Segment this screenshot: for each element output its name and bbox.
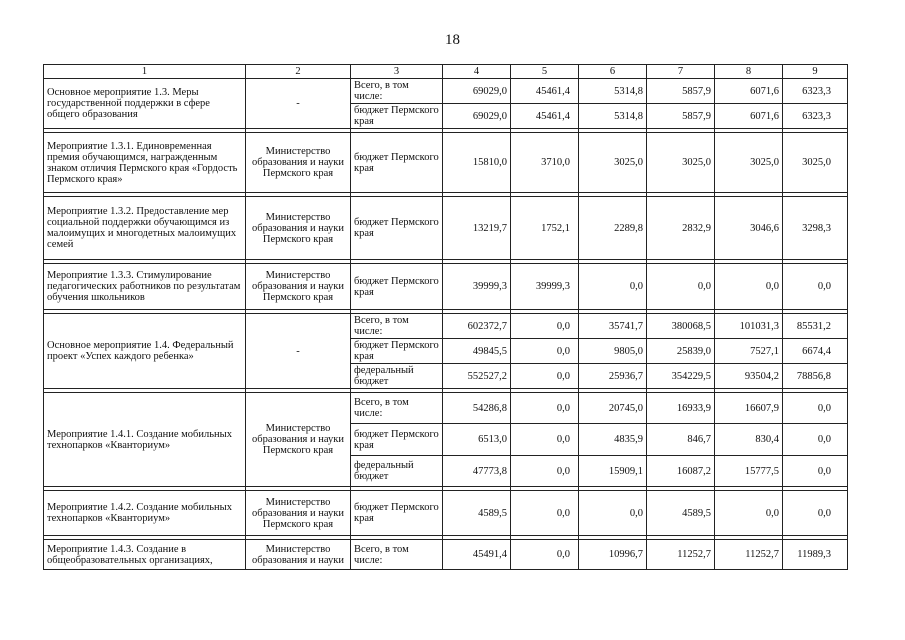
amount-cell: 0,0 [511,424,579,456]
amount-cell: 2832,9 [647,197,715,260]
amount-cell: 93504,2 [715,364,783,389]
amount-cell: 0,0 [647,264,715,310]
amount-cell: 0,0 [783,424,848,456]
column-header: 5 [511,65,579,79]
amount-cell: 85531,2 [783,314,848,339]
amount-cell: 16933,9 [647,393,715,424]
amount-cell: 0,0 [783,456,848,487]
table-body [44,65,848,570]
amount-cell: 0,0 [511,364,579,389]
amount-cell: 15909,1 [579,456,647,487]
amount-cell: 69029,0 [443,79,511,104]
amount-cell: 6513,0 [443,424,511,456]
funding-source: федеральный бюджет [351,456,443,487]
funding-source: бюджет Пермского края [351,491,443,536]
table-row [44,393,848,424]
activity-name: Мероприятие 1.4.3. Создание в общеобразовательных организациях, [44,540,246,570]
activity-name: Основное мероприятие 1.4. Федеральный проект «Успех каждого ребенка» [44,314,246,389]
amount-cell: 380068,5 [647,314,715,339]
amount-cell: 552527,2 [443,364,511,389]
activity-name: Мероприятие 1.3.3. Стимулирование педагогических работников по результатам обучения школьников [44,264,246,310]
amount-cell: 4589,5 [443,491,511,536]
amount-cell: 47773,8 [443,456,511,487]
amount-cell: 9805,0 [579,339,647,364]
amount-cell: 846,7 [647,424,715,456]
amount-cell: 0,0 [579,491,647,536]
page-number: 18 [445,32,460,48]
amount-cell: 5314,8 [579,104,647,129]
table-row [44,540,848,570]
funding-source: бюджет Пермского края [351,133,443,193]
funding-source: бюджет Пермского края [351,264,443,310]
amount-cell: 5857,9 [647,79,715,104]
amount-cell: 0,0 [511,456,579,487]
column-header: 1 [44,65,246,79]
amount-cell: 45461,4 [511,104,579,129]
table-row [44,133,848,193]
amount-cell: 0,0 [579,264,647,310]
column-header: 3 [351,65,443,79]
amount-cell: 7527,1 [715,339,783,364]
table-row [44,491,848,536]
amount-cell: 1752,1 [511,197,579,260]
funding-source: федеральный бюджет [351,364,443,389]
amount-cell: 10996,7 [579,540,647,570]
amount-cell: 5314,8 [579,79,647,104]
funding-source: Всего, в том числе: [351,314,443,339]
amount-cell: 2289,8 [579,197,647,260]
funding-source: Всего, в том числе: [351,540,443,570]
activity-name: Мероприятие 1.4.1. Создание мобильных технопарков «Кванториум» [44,393,246,487]
amount-cell: 5857,9 [647,104,715,129]
table-row [44,314,848,339]
activity-name: Мероприятие 1.3.1. Единовременная премия обучающимся, награжденным знаком отличия Пермского края «Гордость Пермского края» [44,133,246,193]
executor-cell: Министерство образования и науки Пермского края [246,393,351,487]
amount-cell: 6071,6 [715,79,783,104]
amount-cell: 25936,7 [579,364,647,389]
amount-cell: 6071,6 [715,104,783,129]
amount-cell: 3025,0 [579,133,647,193]
amount-cell: 0,0 [783,264,848,310]
amount-cell: 15810,0 [443,133,511,193]
funding-source: Всего, в том числе: [351,393,443,424]
budget-table [43,64,848,570]
activity-name: Мероприятие 1.4.2. Создание мобильных технопарков «Кванториум» [44,491,246,536]
amount-cell: 39999,3 [511,264,579,310]
column-header: 4 [443,65,511,79]
activity-name: Основное мероприятие 1.3. Меры государственной поддержки в сфере общего образования [44,79,246,129]
amount-cell: 3025,0 [715,133,783,193]
amount-cell: 0,0 [783,393,848,424]
amount-cell: 11252,7 [715,540,783,570]
amount-cell: 0,0 [783,491,848,536]
amount-cell: 0,0 [715,491,783,536]
amount-cell: 3046,6 [715,197,783,260]
amount-cell: 15777,5 [715,456,783,487]
executor-cell: Министерство образования и науки Пермского края [246,197,351,260]
amount-cell: 602372,7 [443,314,511,339]
executor-cell: Министерство образования и науки Пермского края [246,491,351,536]
amount-cell: 4589,5 [647,491,715,536]
amount-cell: 69029,0 [443,104,511,129]
amount-cell: 4835,9 [579,424,647,456]
amount-cell: 45461,4 [511,79,579,104]
amount-cell: 16087,2 [647,456,715,487]
executor-cell: - [246,314,351,389]
amount-cell: 3025,0 [783,133,848,193]
header-row [44,65,848,79]
amount-cell: 6323,3 [783,79,848,104]
amount-cell: 11989,3 [783,540,848,570]
amount-cell: 35741,7 [579,314,647,339]
funding-source: бюджет Пермского края [351,339,443,364]
funding-source: бюджет Пермского края [351,104,443,129]
funding-source: бюджет Пермского края [351,424,443,456]
amount-cell: 6323,3 [783,104,848,129]
table-row [44,79,848,104]
amount-cell: 0,0 [511,314,579,339]
column-header: 6 [579,65,647,79]
amount-cell: 20745,0 [579,393,647,424]
amount-cell: 830,4 [715,424,783,456]
amount-cell: 0,0 [511,491,579,536]
amount-cell: 16607,9 [715,393,783,424]
amount-cell: 54286,8 [443,393,511,424]
amount-cell: 39999,3 [443,264,511,310]
column-header: 7 [647,65,715,79]
executor-cell: Министерство образования и науки Пермского края [246,264,351,310]
amount-cell: 3025,0 [647,133,715,193]
funding-source: бюджет Пермского края [351,197,443,260]
column-header: 9 [783,65,848,79]
amount-cell: 6674,4 [783,339,848,364]
amount-cell: 3710,0 [511,133,579,193]
amount-cell: 13219,7 [443,197,511,260]
amount-cell: 11252,7 [647,540,715,570]
amount-cell: 101031,3 [715,314,783,339]
funding-source: Всего, в том числе: [351,79,443,104]
amount-cell: 49845,5 [443,339,511,364]
executor-cell: Министерство образования и науки [246,540,351,570]
table-row [44,264,848,310]
amount-cell: 354229,5 [647,364,715,389]
executor-cell: - [246,79,351,129]
amount-cell: 45491,4 [443,540,511,570]
activity-name: Мероприятие 1.3.2. Предоставление мер социальной поддержки обучающимся из малоимущих и многодетных малоимущих семей [44,197,246,260]
executor-cell: Министерство образования и науки Пермского края [246,133,351,193]
column-header: 8 [715,65,783,79]
amount-cell: 0,0 [511,393,579,424]
column-header: 2 [246,65,351,79]
amount-cell: 0,0 [715,264,783,310]
amount-cell: 0,0 [511,339,579,364]
amount-cell: 78856,8 [783,364,848,389]
amount-cell: 0,0 [511,540,579,570]
amount-cell: 3298,3 [783,197,848,260]
amount-cell: 25839,0 [647,339,715,364]
table-row [44,197,848,260]
